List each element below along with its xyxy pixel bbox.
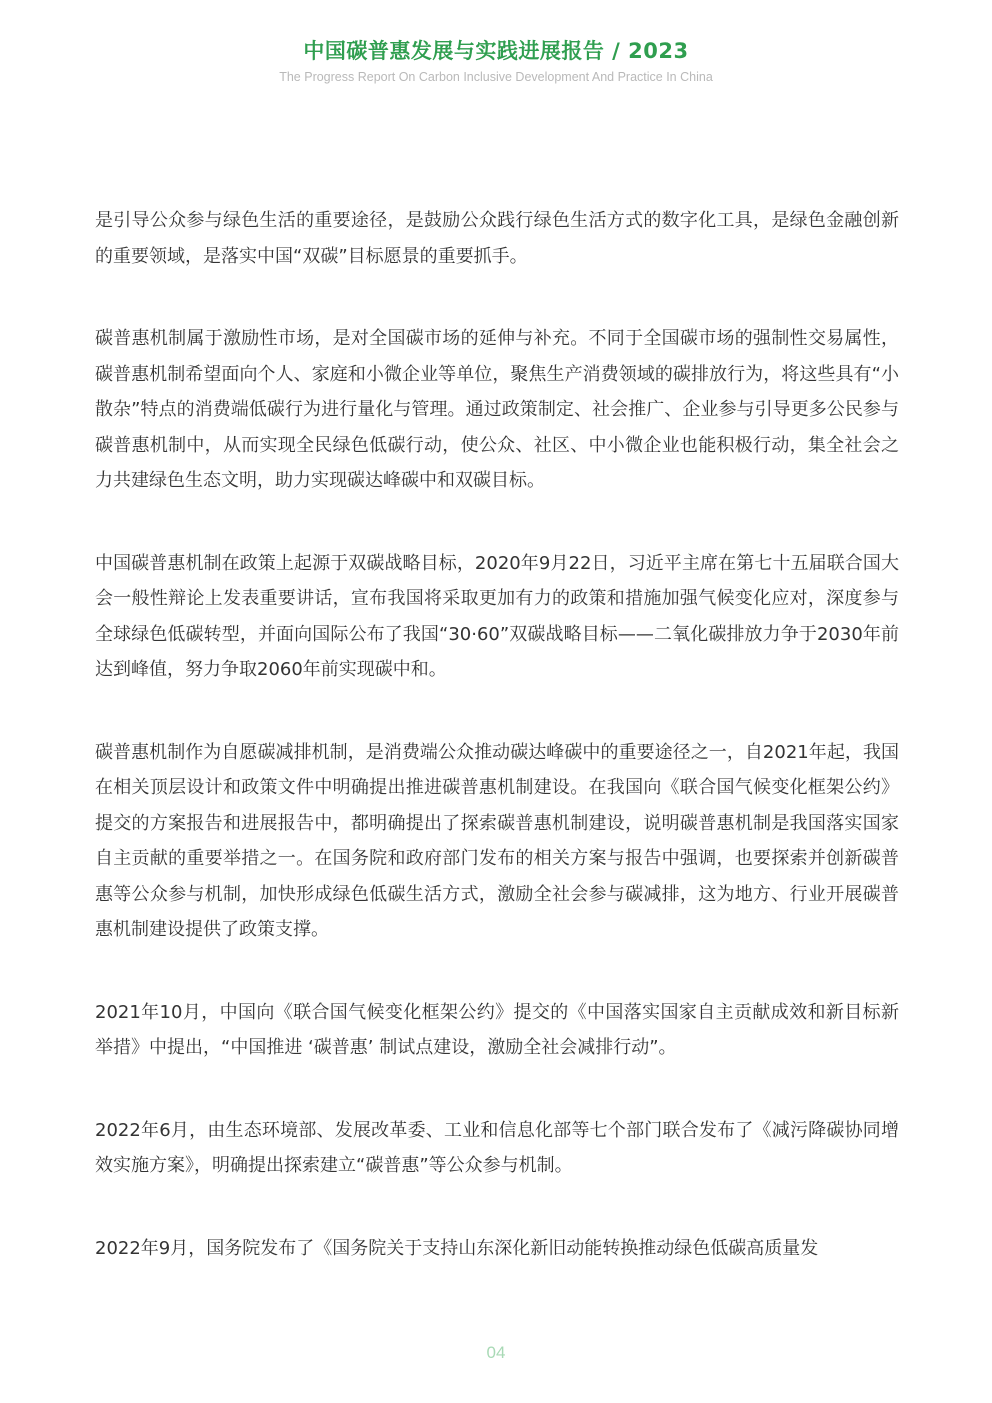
body-text [95,203,899,1313]
page-header [0,36,992,86]
report-title: 中国碳普惠发展与实践进展报告 / 2023 [303,39,689,63]
paragraph: 2022年6月，由生态环境部、发展改革委、工业和信息化部等七个部门联合发布了《减污降碳协同增效实施方案》，明确提出探索建立“碳普惠”等公众参与机制。 [95,1119,899,1176]
paragraph: 2021年10月，中国向《联合国气候变化框架公约》提交的《中国落实国家自主贡献成效和新目标新举措》中提出，“中国推进 ‘碳普惠’ 制试点建设，激励全社会减排行动”。 [95,1001,899,1058]
report-subtitle: The Progress Report On Carbon Inclusive Development And Practice In China [279,70,713,84]
paragraph: 2022年9月，国务院发布了《国务院关于支持山东深化新旧动能转换推动绿色低碳高质量发 [95,1237,819,1259]
page-number: 04 [486,1343,506,1362]
paragraph: 碳普惠机制属于激励性市场，是对全国碳市场的延伸与补充。不同于全国碳市场的强制性交易属性，碳普惠机制希望面向个人、家庭和小微企业等单位，聚焦生产消费领域的碳排放行为，将这些具有“小散杂”特点的消费端低碳行为进行量化与管理。通过政策制定、社会推广、企业参与引导更多公民参与碳普惠机制中，从而实现全民绿色低碳行动，使公众、社区、中小微企业也能积极行动，集全社会之力共建绿色生态文明，助力实现碳达峰碳中和双碳目标。 [95,328,899,491]
paragraph: 中国碳普惠机制在政策上起源于双碳战略目标，2020年9月22日，习近平主席在第七十五届联合国大会一般性辩论上发表重要讲话，宣布我国将采取更加有力的政策和措施加强气候变化应对，深度参与全球绿色低碳转型，并面向国际公布了我国“30·60”双碳战略目标——二氧化碳排放力争于2030年前达到峰值，努力争取2060年前实现碳中和。 [95,552,899,680]
paragraph: 碳普惠机制作为自愿碳减排机制，是消费端公众推动碳达峰碳中的重要途径之一，自2021年起，我国在相关顶层设计和政策文件中明确提出推进碳普惠机制建设。在我国向《联合国气候变化框架公约》提交的方案报告和进展报告中，都明确提出了探索碳普惠机制建设，说明碳普惠机制是我国落实国家自主贡献的重要举措之一。在国务院和政府部门发布的相关方案与报告中强调，也要探索并创新碳普惠等公众参与机制，加快形成绿色低碳生活方式，激励全社会参与碳减排，这为地方、行业开展碳普惠机制建设提供了政策支撑。 [95,741,899,940]
paragraph: 是引导公众参与绿色生活的重要途径，是鼓励公众践行绿色生活方式的数字化工具，是绿色金融创新的重要领域，是落实中国“双碳”目标愿景的重要抓手。 [95,210,899,267]
